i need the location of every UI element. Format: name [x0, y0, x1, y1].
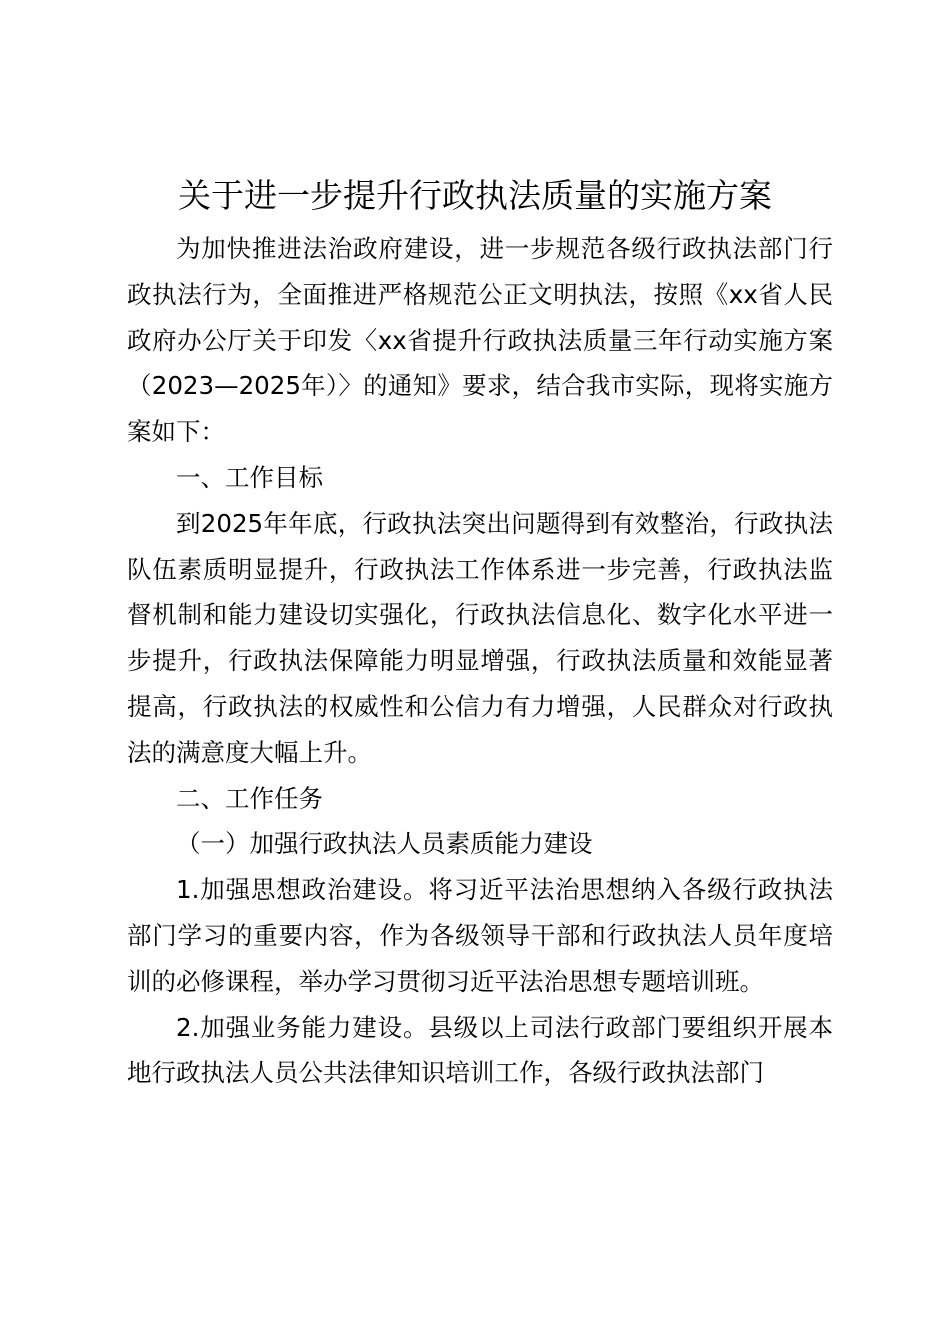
- task-item-1: 1.加强思想政治建设。将习近平法治思想纳入各级行政执法部门学习的重要内容，作为各级领导干部和行政执法人员年度培训的必修课程，举办学习贯彻习近平法治思想专题培训班。: [127, 875, 833, 996]
- subsection-heading-capacity: （一）加强行政执法人员素质能力建设: [176, 829, 593, 859]
- document-body: [127, 226, 833, 1096]
- intro-paragraph: 为加快推进法治政府建设，进一步规范各级行政执法部门行政执法行为，全面推进严格规范公正文明执法，按照《xx省人民政府办公厅关于印发〈xx省提升行政执法质量三年行动实施方案（2023—2025年）〉的通知》要求，结合我市实际，现将实施方案如下：: [127, 234, 833, 447]
- section-heading-goals: 一、工作目标: [176, 462, 323, 492]
- goals-paragraph: 到2025年年底，行政执法突出问题得到有效整治，行政执法队伍素质明显提升，行政执法工作体系进一步完善，行政执法监督机制和能力建设切实强化，行政执法信息化、数字化水平进一步提升，行政执法保障能力明显增强，行政执法质量和效能显著提高，行政执法的权威性和公信力有力增强，人民群众对行政执法的满意度大幅上升。: [127, 508, 833, 767]
- task-item-2: 2.加强业务能力建设。县级以上司法行政部门要组织开展本地行政执法人员公共法律知识培训工作，各级行政执法部门: [127, 1012, 833, 1088]
- document-title: 关于进一步提升行政执法质量的实施方案: [178, 176, 772, 215]
- section-heading-tasks: 二、工作任务: [176, 783, 323, 813]
